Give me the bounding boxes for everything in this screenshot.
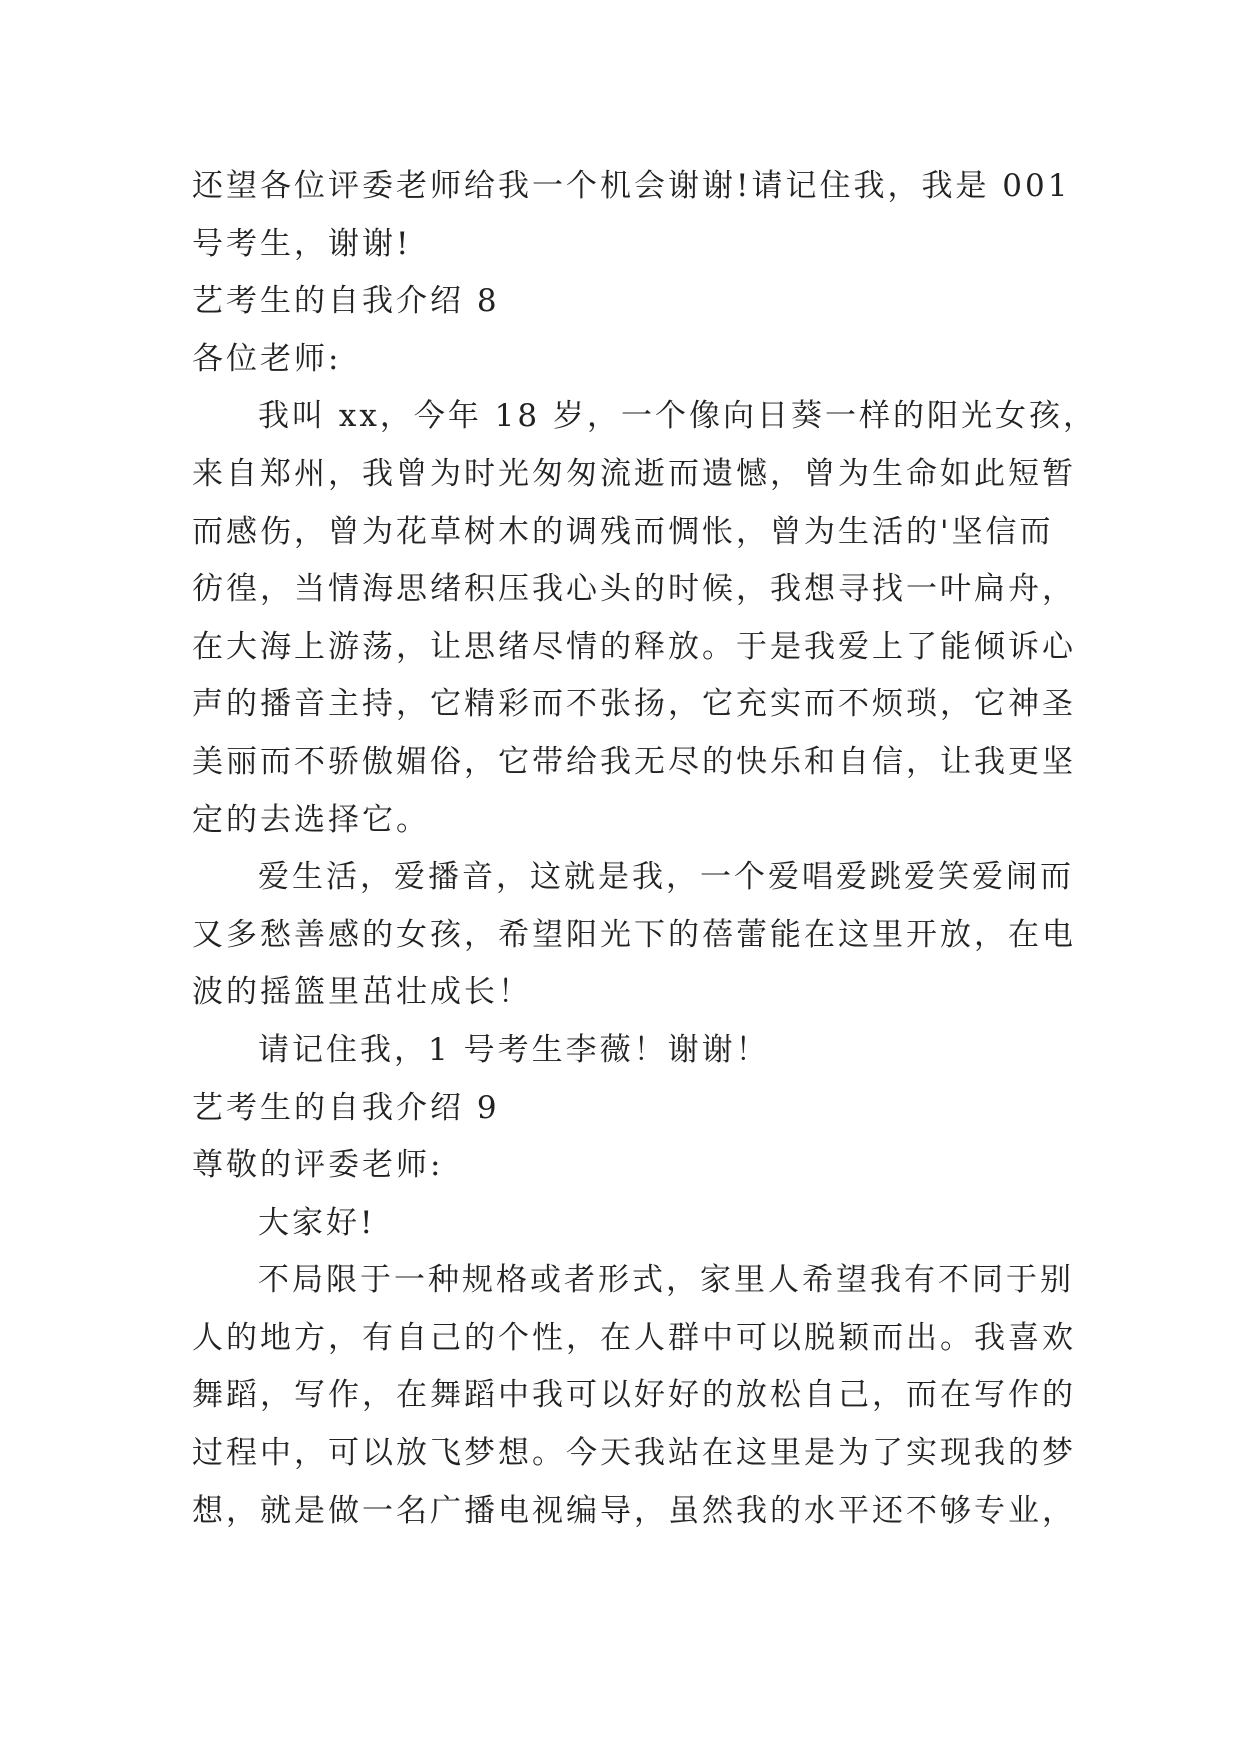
text-line: 声的播音主持，它精彩而不张扬，它充实而不烦琐，它神圣 (192, 686, 1076, 723)
text-line: 波的摇篮里茁壮成长！ (192, 974, 532, 1011)
text-line: 号考生，谢谢! (192, 225, 412, 262)
text-line: 爱生活，爱播音，这就是我，一个爱唱爱跳爱笑爱闹而 (258, 859, 1074, 896)
greeting: 大家好! (258, 1204, 376, 1241)
document-body (192, 158, 1097, 1540)
text-line: 彷徨，当情海思绪积压我心头的时候，我想寻找一叶扁舟， (192, 571, 1076, 608)
text-line: 在大海上游荡，让思绪尽情的释放。于是我爱上了能倾诉心 (192, 628, 1076, 665)
text-line: 不局限于一种规格或者形式，家里人希望我有不同于别 (258, 1262, 1074, 1299)
salutation: 尊敬的评委老师: (192, 1147, 444, 1184)
text-line: 来自郑州，我曾为时光匆匆流逝而遗憾，曾为生命如此短暂 (192, 455, 1076, 492)
section-heading: 艺考生的自我介绍 8 (192, 283, 500, 320)
text-line: 美丽而不骄傲媚俗，它带给我无尽的快乐和自信，让我更坚 (192, 743, 1076, 780)
text-line: 我叫 xx，今年 18 岁，一个像向日葵一样的阳光女孩， (258, 398, 1097, 435)
text-line: 舞蹈，写作，在舞蹈中我可以好好的放松自己，而在写作的 (192, 1377, 1076, 1414)
section-heading: 艺考生的自我介绍 9 (192, 1089, 500, 1126)
text-line: 而感伤，曾为花草树木的调残而惆怅，曾为生活的'坚信而 (192, 513, 1054, 550)
text-line: 请记住我，1 号考生李薇！谢谢！ (258, 1031, 770, 1068)
text-line: 人的地方，有自己的个性，在人群中可以脱颖而出。我喜欢 (192, 1319, 1076, 1356)
text-line: 过程中，可以放飞梦想。今天我站在这里是为了实现我的梦 (192, 1435, 1076, 1472)
text-line: 定的去选择它。 (192, 801, 430, 838)
text-line: 想，就是做一名广播电视编导，虽然我的水平还不够专业， (192, 1492, 1076, 1529)
text-line: 还望各位评委老师给我一个机会谢谢!请记住我，我是 001 (192, 168, 1071, 204)
salutation: 各位老师: (192, 340, 342, 377)
text-line: 又多愁善感的女孩，希望阳光下的蓓蕾能在这里开放，在电 (192, 916, 1076, 953)
